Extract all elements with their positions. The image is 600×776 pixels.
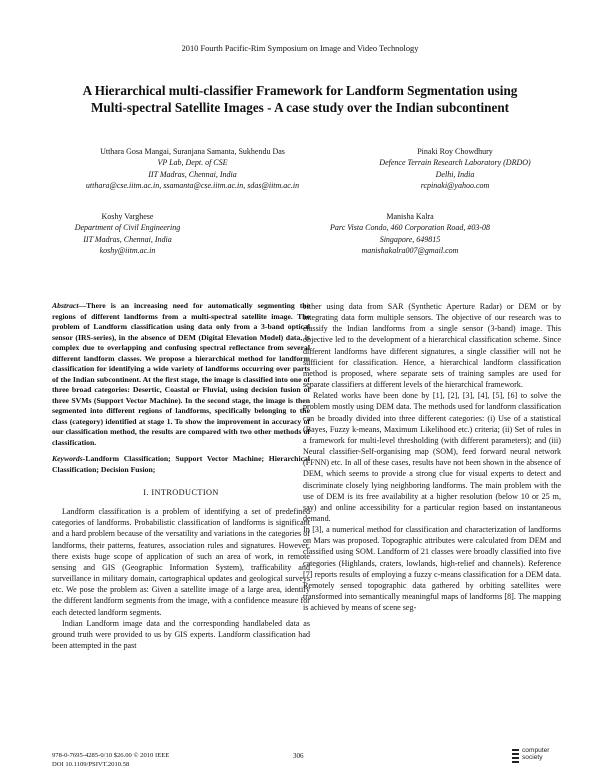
author-affiliation: VP Lab, Dept. of CSE [157, 158, 228, 168]
paragraph: Related works have been done by [1], [2], [3], [4], [5], [6] to solve the problem mostly using DEM data. The methods used for landform classification can be broadly divided into three different categories: (i) Use of a statistical (Bayes, Fuzzy k-means, Maximum Likelihood etc.) criteria; (ii) Set of rules in a framework for multi-level thresholding (with different parameters); and (iii) Neural classifier-Self-organising map (SOM), feed forward neural network (FFNN) etc. In all of these cases, results have not been shown in the absence of DEM, which seems to provide a strong clue for visual experts to detect and discriminate closely lying neighboring landforms. The main problem with the use of DEM is its free availability at a higher resolution (below 10 or 25 m, say) and online accessibility for a particular region based on instantaneous demand. [303, 391, 561, 523]
author-email: rcpinaki@yahoo.com [420, 181, 490, 191]
author-names: Pinaki Roy Chowdhury [417, 147, 493, 156]
author-affiliation: Delhi, India [435, 169, 475, 179]
logo-text-line-1: computer [522, 747, 550, 754]
conference-header: 2010 Fourth Pacific-Rim Symposium on Image and Video Technology [181, 44, 419, 53]
paragraph: Landform classification is a problem of identifying a set of predefined categories of landforms. Probabilistic classification of landforms is significant and a hard problem because of the versatility and variations in the categories of landforms, their patterns, features, association rules and signatures. However, there exists huge scope of application of such an area of work, in remote sensing and GIS (Geographic Information System), trafficability and surveillance in military domain, cartographical updates and geological surveys etc. We pose the problem as: Given a satellite image of a large area, identify the different landform segments from the image, with a confidence measure for each detected landform segments. [52, 507, 310, 617]
author-affiliation: Defence Terrain Research Laboratory (DRDO) [379, 158, 531, 168]
logo-text [522, 747, 550, 761]
paper-title [50, 82, 550, 116]
author-affiliation: Department of Civil Engineering [74, 223, 181, 233]
abstract-text: —There is an increasing need for automatically segmenting the regions of different landforms from a multi-spectral satellite image. The problem of Landform classification using data only from a 3-band optical sensor (IRS-series), in the absence of DEM (Digital Elevation Model) data, is complex due to overlapping and confusing spectral reflectance from several different landform classes. We propose a hierarchical method for landform classification for identifying a wide variety of landforms occurring over parts of the Indian subcontinent. At the first stage, the image is classified into one of three broad categories: Desertic, Coastal or Fluvial, using decision fusion of three SVMs (Support Vector Machine). In the second stage, the image is then segmented into different regions of landforms, specifically belonging to the class (category) identified at stage 1. To show the improvement in accuracy of our classification method, the results are compared with two other methods of classification. [52, 301, 310, 447]
author-email: utthara@cse.iitm.ac.in, ssamanta@cse.iitm.ac.in, sdas@iitm.ac.in [85, 181, 300, 191]
computer-society-logo [512, 747, 560, 769]
paragraph: Indian Landform image data and the corresponding handlabeled data as ground truth were provided to us by GIS experts. Landform classification had been attempted in the past [52, 618, 310, 651]
author-email: koshy@iitm.ac.in [99, 246, 156, 256]
footer-copyright [52, 752, 169, 769]
footer-isbn: 978-0-7695-4285-0/10 $26.00 © 2010 IEEE [52, 752, 170, 759]
paragraph: In [3], a numerical method for classification and characterization of landforms on Mars was proposed. Topographic attributes were calculated from DEM and classified using SOM. Landform of 21 classes were broadly classified into five categories (Highlands, craters, lowlands, high-relief and channels). Reference [7] reports results of employing a fuzzy c-means classification for a DEM data. Remotely sensed topographic data gathered by orbiting satellites were transformed into semantically meaningful maps of landforms [8]. The mapping is achieved by means of scene seg- [303, 525, 561, 613]
author-names: Koshy Varghese [101, 212, 154, 221]
author-affiliation: IIT Madras, Chennai, India [83, 234, 172, 244]
author-email: manishakalra007@gmail.com [361, 246, 459, 256]
right-column [303, 301, 561, 613]
abstract [52, 301, 310, 448]
section-heading-introduction: I. INTRODUCTION [143, 488, 219, 497]
author-block-3 [50, 211, 205, 257]
keywords-text: Landform Classification; Support Vector Machine; Hierarchical Classification; Decision Fusion; [52, 454, 310, 474]
abstract-label: Abstract [52, 301, 79, 310]
keywords [52, 454, 310, 475]
paragraph: either using data from SAR (Synthetic Aperture Radar) or DEM or by integrating data form multiple sensors. The objective of our research was to classify the Indian landforms from a single sensor (3-band) image. This objective led to the development of a hierarchical classification scheme. Since different landforms have different signatures, a single classifier will not be sufficient for classification. Hence, a hierarchical landform classification method is proposed, where separate sets of training samples are used for separate classifiers at different levels of the hierarchical framework. [303, 302, 561, 390]
logo-text-line-2: society [522, 754, 543, 761]
author-block-2 [345, 146, 565, 192]
keywords-label: Keywords- [52, 454, 86, 463]
title-line-2: Multi-spectral Satellite Images - A case study over the Indian subcontinent [90, 100, 510, 115]
left-column [52, 301, 310, 651]
author-block-1 [50, 146, 335, 192]
title-line-1: A Hierarchical multi-classifier Framework for Landform Segmentation using [82, 83, 518, 98]
footer-doi: DOI 10.1109/PSIVT.2010.58 [52, 760, 130, 768]
author-block-4 [300, 211, 520, 257]
author-affiliation: IIT Madras, Chennai, India [148, 169, 237, 179]
page-number: 306 [293, 752, 304, 760]
author-names: Utthara Gosa Mangai, Suranjana Samanta, Sukhendu Das [100, 147, 285, 156]
author-names: Manisha Kalra [386, 212, 434, 221]
computer-society-icon [512, 749, 519, 765]
author-affiliation: Singapore, 649815 [379, 234, 441, 244]
author-affiliation: Parc Vista Condo, 460 Corporation Road, #03-08 [330, 223, 490, 233]
